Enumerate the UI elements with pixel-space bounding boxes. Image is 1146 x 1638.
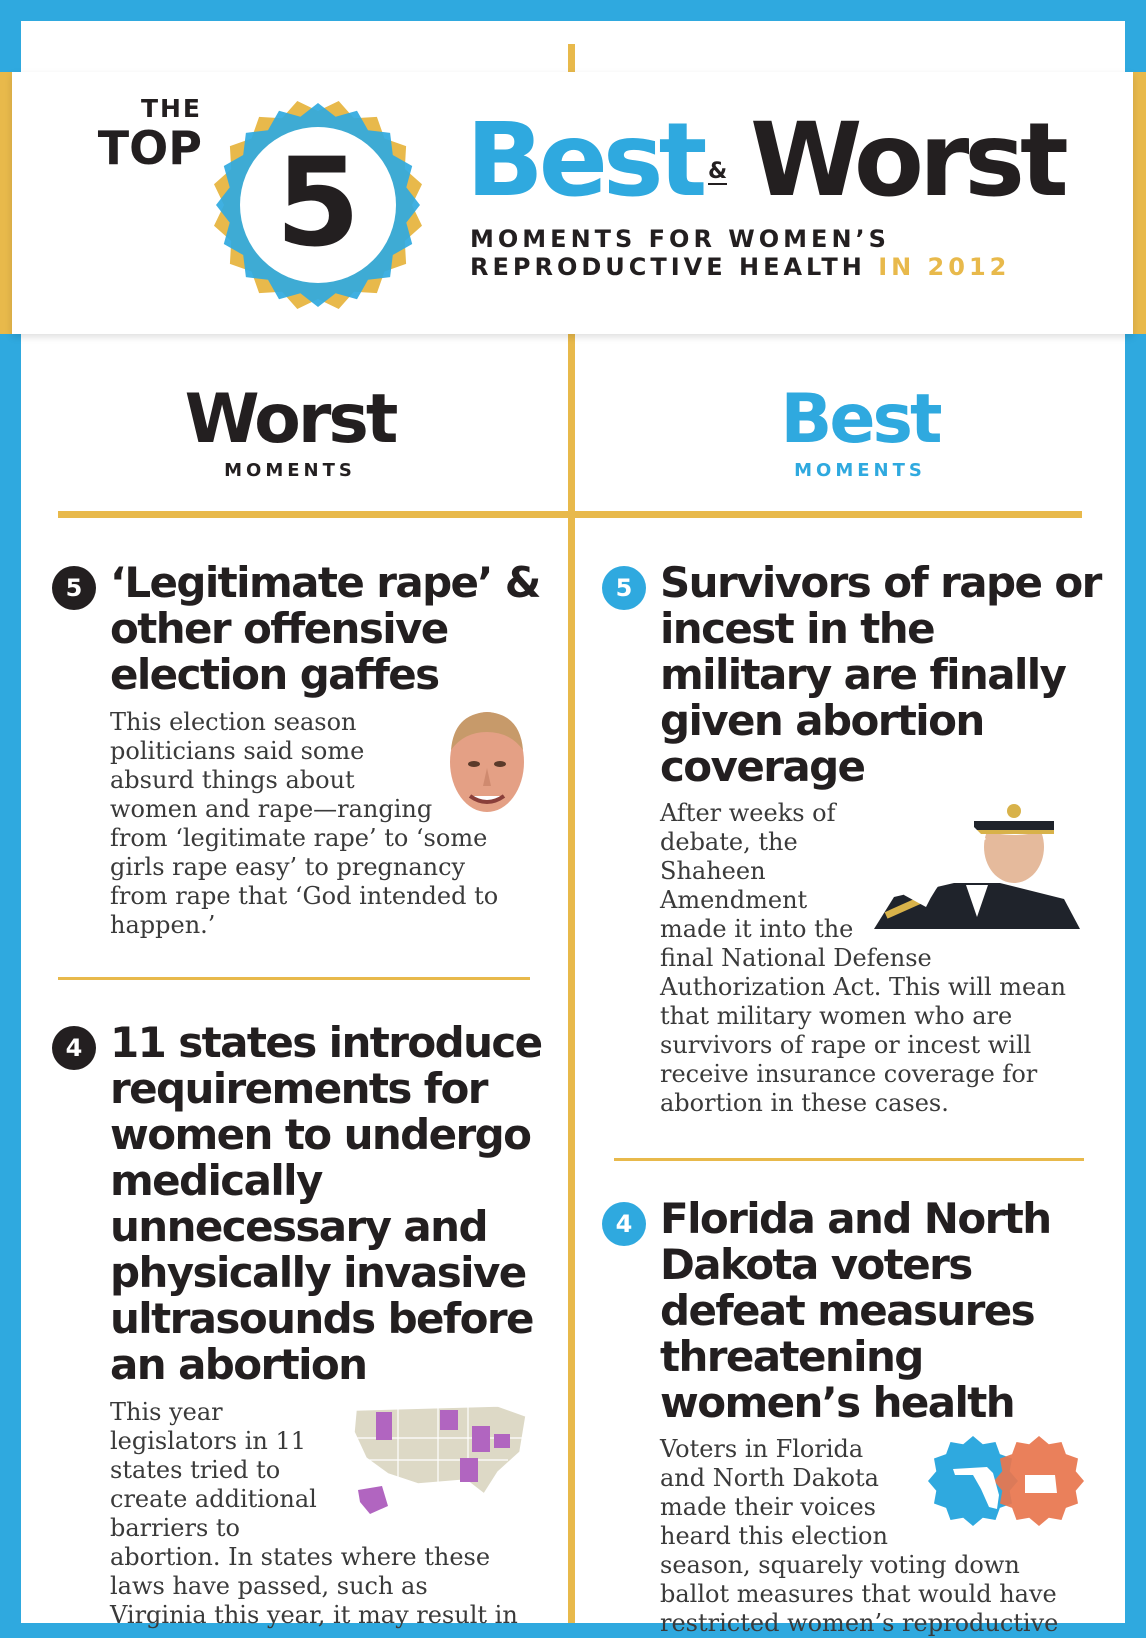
worst-5-body-block xyxy=(110,708,528,940)
worst-4-body-block xyxy=(110,1398,530,1630)
worst-column-subtitle: MOMENTS xyxy=(224,460,356,481)
worst-column-heading xyxy=(80,380,500,481)
worst-4-body: This year legislators in 11 states tried to create additional barriers to abortion. In states where these laws have passed, such as Virginia this year, it may result in xyxy=(110,1398,518,1629)
saluting-officer-photo xyxy=(874,799,1080,929)
best-4-body: Voters in Florida and North Dakota made their voices heard this election season, squarely voting down ballot measures that would have restricted women’s reproductive xyxy=(660,1435,1059,1637)
best-4-body-block xyxy=(660,1435,1085,1638)
the-text: THE xyxy=(140,94,202,123)
subtitle-year: IN 2012 xyxy=(878,253,1011,281)
worst-rank-5-badge: 5 xyxy=(52,566,96,610)
best-4-heading: Florida and North Dakota voters defeat measures threatening women’s health xyxy=(660,1194,1051,1427)
top-text: TOP xyxy=(97,121,202,175)
banner-right-band xyxy=(1133,72,1146,334)
badge-number: 5 xyxy=(275,132,361,274)
best-column-title: Best xyxy=(780,380,940,459)
north-dakota-shape-icon xyxy=(1025,1475,1057,1493)
best-column-subtitle: MOMENTS xyxy=(794,460,926,481)
title-best: Best xyxy=(466,101,703,220)
worst-4-heading: 11 states introduce requirements for women to undergo medically unnecessary and physically invasive ultrasounds before an abortion xyxy=(110,1018,542,1389)
title-worst: Worst xyxy=(750,101,1064,220)
banner-left-band xyxy=(0,72,12,334)
best-item-divider xyxy=(614,1158,1084,1161)
worst-rank-4-badge: 4 xyxy=(52,1026,96,1070)
title-ampersand: & xyxy=(708,159,728,184)
state-badges-icon xyxy=(927,1435,1085,1527)
subtitle xyxy=(470,225,1010,281)
worst-5-body: This election season politicians said some absurd things about women and rape—ranging from ‘legitimate rape’ to ‘some girls rape easy’ to pregnancy from rape that ‘God intended to happen.’ xyxy=(110,708,499,939)
worst-item-divider xyxy=(58,977,530,980)
us-map-icon xyxy=(348,1398,530,1516)
the-top-label xyxy=(82,94,202,175)
column-header-divider xyxy=(58,511,1082,518)
politician-face-photo xyxy=(446,708,528,816)
best-rank-4-badge: 4 xyxy=(602,1202,646,1246)
best-5-body: After weeks of debate, the Shaheen Amendment made it into the final National Defense Authorization Act. This will mean that military women who are survivors of rape or incest will receive insurance coverage for abortion in these cases. xyxy=(660,799,1066,1117)
number-five-badge xyxy=(210,97,426,313)
subtitle-line-1: MOMENTS FOR WOMEN’S xyxy=(470,225,890,253)
worst-5-heading: ‘Legitimate rape’ & other offensive election gaffes xyxy=(110,558,540,699)
subtitle-line-2-text: REPRODUCTIVE HEALTH xyxy=(470,253,866,281)
worst-column-title: Worst xyxy=(184,380,396,459)
best-5-body-block xyxy=(660,799,1080,1118)
best-5-heading: Survivors of rape or incest in the military are finally given abortion coverage xyxy=(660,558,1101,791)
best-rank-5-badge: 5 xyxy=(602,566,646,610)
best-column-heading xyxy=(650,380,1070,481)
subtitle-line-2 xyxy=(470,253,1010,281)
